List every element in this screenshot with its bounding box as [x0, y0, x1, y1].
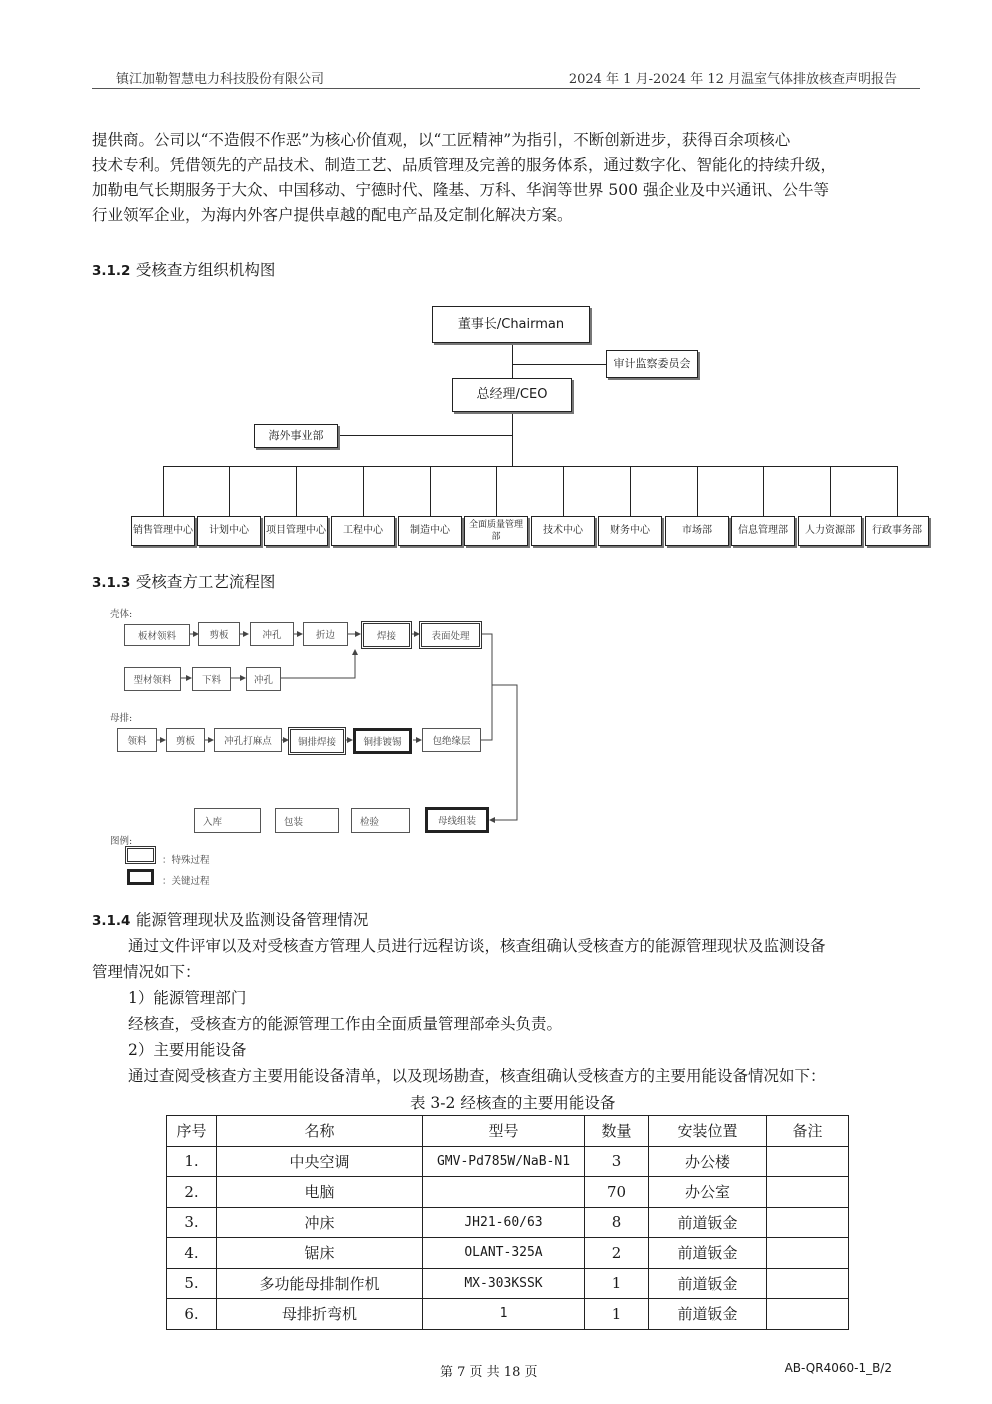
- document-code: AB-QR4060-1_B/2: [784, 1361, 892, 1375]
- table-cell: 8: [585, 1207, 649, 1238]
- table-cell: 2: [585, 1238, 649, 1269]
- equipment-table: [166, 1115, 849, 1330]
- item-2-text: 通过查阅受核查方主要用能设备清单，以及现场勘查，核查组确认受核查方的主要用能设备情况如下：: [128, 1067, 826, 1085]
- flow-step: 剪板: [198, 622, 240, 646]
- table-row: [167, 1238, 849, 1269]
- table-cell: [767, 1238, 849, 1269]
- table-cell: 锯床: [217, 1238, 423, 1269]
- table-cell: [767, 1146, 849, 1177]
- flow-step: 冲孔: [250, 622, 294, 646]
- section-number: 3.1.4: [92, 913, 131, 929]
- org-dept: 制造中心: [398, 516, 462, 546]
- table-cell: 1.: [167, 1146, 217, 1177]
- org-dept: 项目管理中心: [264, 516, 328, 546]
- flow-step-key: 母线组装: [425, 807, 489, 833]
- table-header-cell: 序号: [167, 1116, 217, 1147]
- table-cell: 办公楼: [649, 1146, 767, 1177]
- table-cell: MX-303KSSK: [423, 1268, 585, 1299]
- table-cell: 2.: [167, 1177, 217, 1208]
- flow-step: 包装: [275, 808, 339, 833]
- table-cell: 70: [585, 1177, 649, 1208]
- table-row: [167, 1299, 849, 1330]
- table-cell: [767, 1177, 849, 1208]
- table-cell: 3: [585, 1146, 649, 1177]
- org-audit-committee: 审计监察委员会: [606, 350, 698, 378]
- org-dept: 计划中心: [197, 516, 261, 546]
- table-cell: 中央空调: [217, 1146, 423, 1177]
- table-cell: 前道钣金: [649, 1207, 767, 1238]
- table-row: [167, 1146, 849, 1177]
- flow-step-key: 铜排镀锡: [353, 728, 412, 754]
- item-1-title: 1）能源管理部门: [128, 989, 247, 1007]
- table-cell: 前道钣金: [649, 1268, 767, 1299]
- item-2-title: 2）主要用能设备: [128, 1041, 247, 1059]
- flow-step-special: 焊接: [363, 623, 410, 647]
- table-cell: [767, 1268, 849, 1299]
- table-cell: 5.: [167, 1268, 217, 1299]
- flow-step-special: 表面处理: [421, 623, 480, 647]
- flow-label-busbar: 母排:: [110, 713, 133, 724]
- legend-label: 图例:: [110, 836, 133, 847]
- header-report-title: 2024 年 1 月-2024 年 12 月温室气体排放核查声明报告: [568, 72, 897, 87]
- table-cell: 3.: [167, 1207, 217, 1238]
- flow-step: 型材领料: [124, 667, 181, 691]
- table-cell: 前道钣金: [649, 1238, 767, 1269]
- legend-special-swatch: [127, 848, 154, 862]
- table-cell: [767, 1207, 849, 1238]
- item-1-text: 经核查，受核查方的能源管理工作由全面质量管理部牵头负责。: [128, 1015, 563, 1033]
- legend-key-text: ：关键过程: [162, 876, 210, 887]
- flow-step: 入库: [194, 808, 261, 833]
- table-cell: [423, 1177, 585, 1208]
- table-row: [167, 1268, 849, 1299]
- header-company: 镇江加勒智慧电力科技股份有限公司: [116, 72, 325, 87]
- table-header-cell: 名称: [217, 1116, 423, 1147]
- org-overseas-division: 海外事业部: [254, 424, 338, 448]
- flow-step: 检验: [351, 808, 410, 833]
- flow-step: 折边: [303, 622, 348, 646]
- flow-step: 冲孔打麻点: [214, 728, 282, 752]
- table-cell: 电脑: [217, 1177, 423, 1208]
- table-cell: 冲床: [217, 1207, 423, 1238]
- org-dept: 市场部: [665, 516, 729, 546]
- flow-step: 剪板: [166, 728, 205, 752]
- section-title: 受核查方工艺流程图: [135, 573, 276, 591]
- flow-step: 领料: [117, 728, 157, 752]
- table-cell: OLANT-325A: [423, 1238, 585, 1269]
- flow-step: 包绝缘层: [422, 728, 481, 752]
- org-dept: 信息管理部: [731, 516, 795, 546]
- para-3-1-4-line-2: 管理情况如下：: [92, 963, 201, 981]
- table-row: [167, 1207, 849, 1238]
- flow-label-shell: 壳体:: [110, 609, 133, 620]
- section-number: 3.1.3: [92, 575, 131, 591]
- intro-line-4: 行业领军企业，为海内外客户提供卓越的配电产品及定制化解决方案。: [92, 206, 573, 224]
- table-header-cell: 数量: [585, 1116, 649, 1147]
- org-dept: 人力资源部: [798, 516, 862, 546]
- org-dept: 全面质量管理部: [464, 516, 528, 546]
- table-cell: 6.: [167, 1299, 217, 1330]
- table-row: [167, 1177, 849, 1208]
- table-cell: 多功能母排制作机: [217, 1268, 423, 1299]
- org-dept: 销售管理中心: [131, 516, 195, 546]
- table-cell: GMV-Pd785W/NaB-N1: [423, 1146, 585, 1177]
- table-cell: 1: [585, 1268, 649, 1299]
- table-cell: JH21-60/63: [423, 1207, 585, 1238]
- section-3-1-4-heading: [92, 908, 368, 930]
- flow-step: 冲孔: [246, 667, 281, 691]
- org-dept: 技术中心: [531, 516, 595, 546]
- legend-key-swatch: [127, 869, 154, 885]
- section-title: 能源管理现状及监测设备管理情况: [135, 911, 369, 929]
- intro-line-1: 提供商。公司以“不造假不作恶”为核心价值观，以“工匠精神”为指引，不断创新进步，获得百余项核心: [92, 131, 791, 149]
- flow-step-special: 铜排焊接: [290, 729, 344, 753]
- table-cell: 4.: [167, 1238, 217, 1269]
- table-cell: 1: [585, 1299, 649, 1330]
- para-3-1-4-line-1: 通过文件评审以及对受核查方管理人员进行远程访谈，核查组确认受核查方的能源管理现状及监测设备: [128, 937, 826, 955]
- org-chairman: 董事长/Chairman: [432, 306, 590, 343]
- table-cell: 1: [423, 1299, 585, 1330]
- legend-special-text: ：特殊过程: [162, 855, 210, 866]
- org-dept: 行政事务部: [865, 516, 929, 546]
- table-header-cell: 型号: [423, 1116, 585, 1147]
- section-number: 3.1.2: [92, 263, 131, 279]
- table-cell: 前道钣金: [649, 1299, 767, 1330]
- section-title: 受核查方组织机构图: [135, 261, 276, 279]
- org-dept: 财务中心: [598, 516, 662, 546]
- table-cell: 母排折弯机: [217, 1299, 423, 1330]
- page-number: 第 7 页 共 18 页: [440, 1365, 538, 1380]
- table-cell: 办公室: [649, 1177, 767, 1208]
- intro-line-2: 技术专利。凭借领先的产品技术、制造工艺、品质管理及完善的服务体系，通过数字化、智能化的持续升级，: [92, 156, 837, 174]
- table-header-row: [167, 1116, 849, 1147]
- org-dept: 工程中心: [331, 516, 395, 546]
- table-header-cell: 安装位置: [649, 1116, 767, 1147]
- table-cell: [767, 1299, 849, 1330]
- flow-step: 板材领料: [124, 624, 190, 646]
- table-caption: 表 3-2 经核查的主要用能设备: [410, 1094, 616, 1112]
- table-header-cell: 备注: [767, 1116, 849, 1147]
- intro-line-3: 加勒电气长期服务于大众、中国移动、宁德时代、隆基、万科、华润等世界 500 强企业及中兴通讯、公牛等: [92, 181, 829, 199]
- flow-step: 下料: [192, 667, 231, 691]
- org-ceo: 总经理/CEO: [452, 378, 572, 412]
